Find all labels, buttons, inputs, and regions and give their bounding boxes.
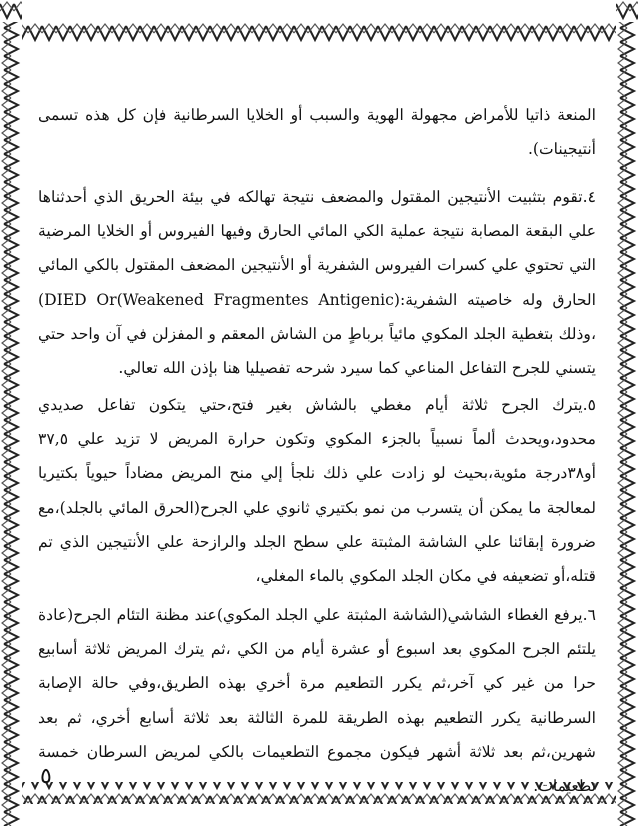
paragraph-text: المنعة ذاتيا للأمراض مجهولة الهوية والسبب أو الخلايا السرطانية فإن كل هذه تسمى أنتيجينات). bbox=[38, 106, 596, 159]
document-body bbox=[38, 98, 596, 798]
paragraph-text: ٤.تقوم بتثبيت الأنتيجين المقتول والمضعف نتيجة تهالكه في بيئة الحريق الذي أحدثناها علي البقعة المصابة نتيجة عملية الكي المائي الحارق وفيها الفيروس أو الخلايا المرضية التي تحتوي علي كسرات الفيروس الشفرية أو الأنتيجين المضعف المقتول بالكي المائي الحارق وله خاصيته الشفرية:(Weakened Fragmentes Antigenic)DIED Or) ،وذلك بتغطية الجلد المكوي مائياً برباطٍ من الشاش المعقم و المفزلن في آن واحد حتي يتسني للجرح التفاعل المناعي كما سيرد شرحه تفصيليا هنا بإذن الله تعالي. bbox=[38, 188, 596, 378]
paragraph-text: ٥.يترك الجرح ثلاثة أيام مغطي بالشاش بغير فتح،حتي يتكون تفاعل صديدي محدود،ويحدث ألماً نسبياً بالجزء المكوي وتكون حرارة المريض لا تزيد علي ٣٧,٥ أو٣٨درجة مئوية،بحيث لو زادت علي ذلك نلجأ إلي منح المريض مضاداً حيوياً بكتيريا لمعالجة ما يمكن أن يتسرب من نمو بكتيري ثانوي علي الجرح(الحرق المائي بالجلد)،مع ضرورة إبقائنا علي الشاشة المثبتة علي سطح الجلد والرازحة علي الأنتيجين الذي تم قتله،أو تضعيفه في مكان الجلد المكوي بالماء المغلي، bbox=[38, 396, 596, 586]
paragraph-item-6 bbox=[38, 598, 596, 803]
paragraph-continuation bbox=[38, 98, 596, 166]
paragraph-item-4 bbox=[38, 180, 596, 385]
paragraph-text: ٦.يرفع الغطاء الشاشي(الشاشة المثبتة علي الجلد المكوي)عند مظنة التئام الجرح(عادة يلتئم الجرح المكوي بعد اسبوع أو عشرة أيام من الكي ،ثم يترك المريض ثلاثة أسابيع حرا من غير كي آخر،ثم يكرر التطعيم مرة أخري بهذه الطريق،وفي حالة الإصابة السرطانية يكرر التطعيم بهذه الطريقة للمرة الثالثة بعد ثلاثة أسابع أخري، ثم بعد شهرين،ثم بعد ثلاثة أشهر فيكون مجموع التطعيمات بالكي لمريض السرطان خمسة تطعيمات. bbox=[38, 606, 596, 796]
paragraph-item-5 bbox=[38, 388, 596, 593]
page-number: ٥ bbox=[40, 764, 52, 789]
